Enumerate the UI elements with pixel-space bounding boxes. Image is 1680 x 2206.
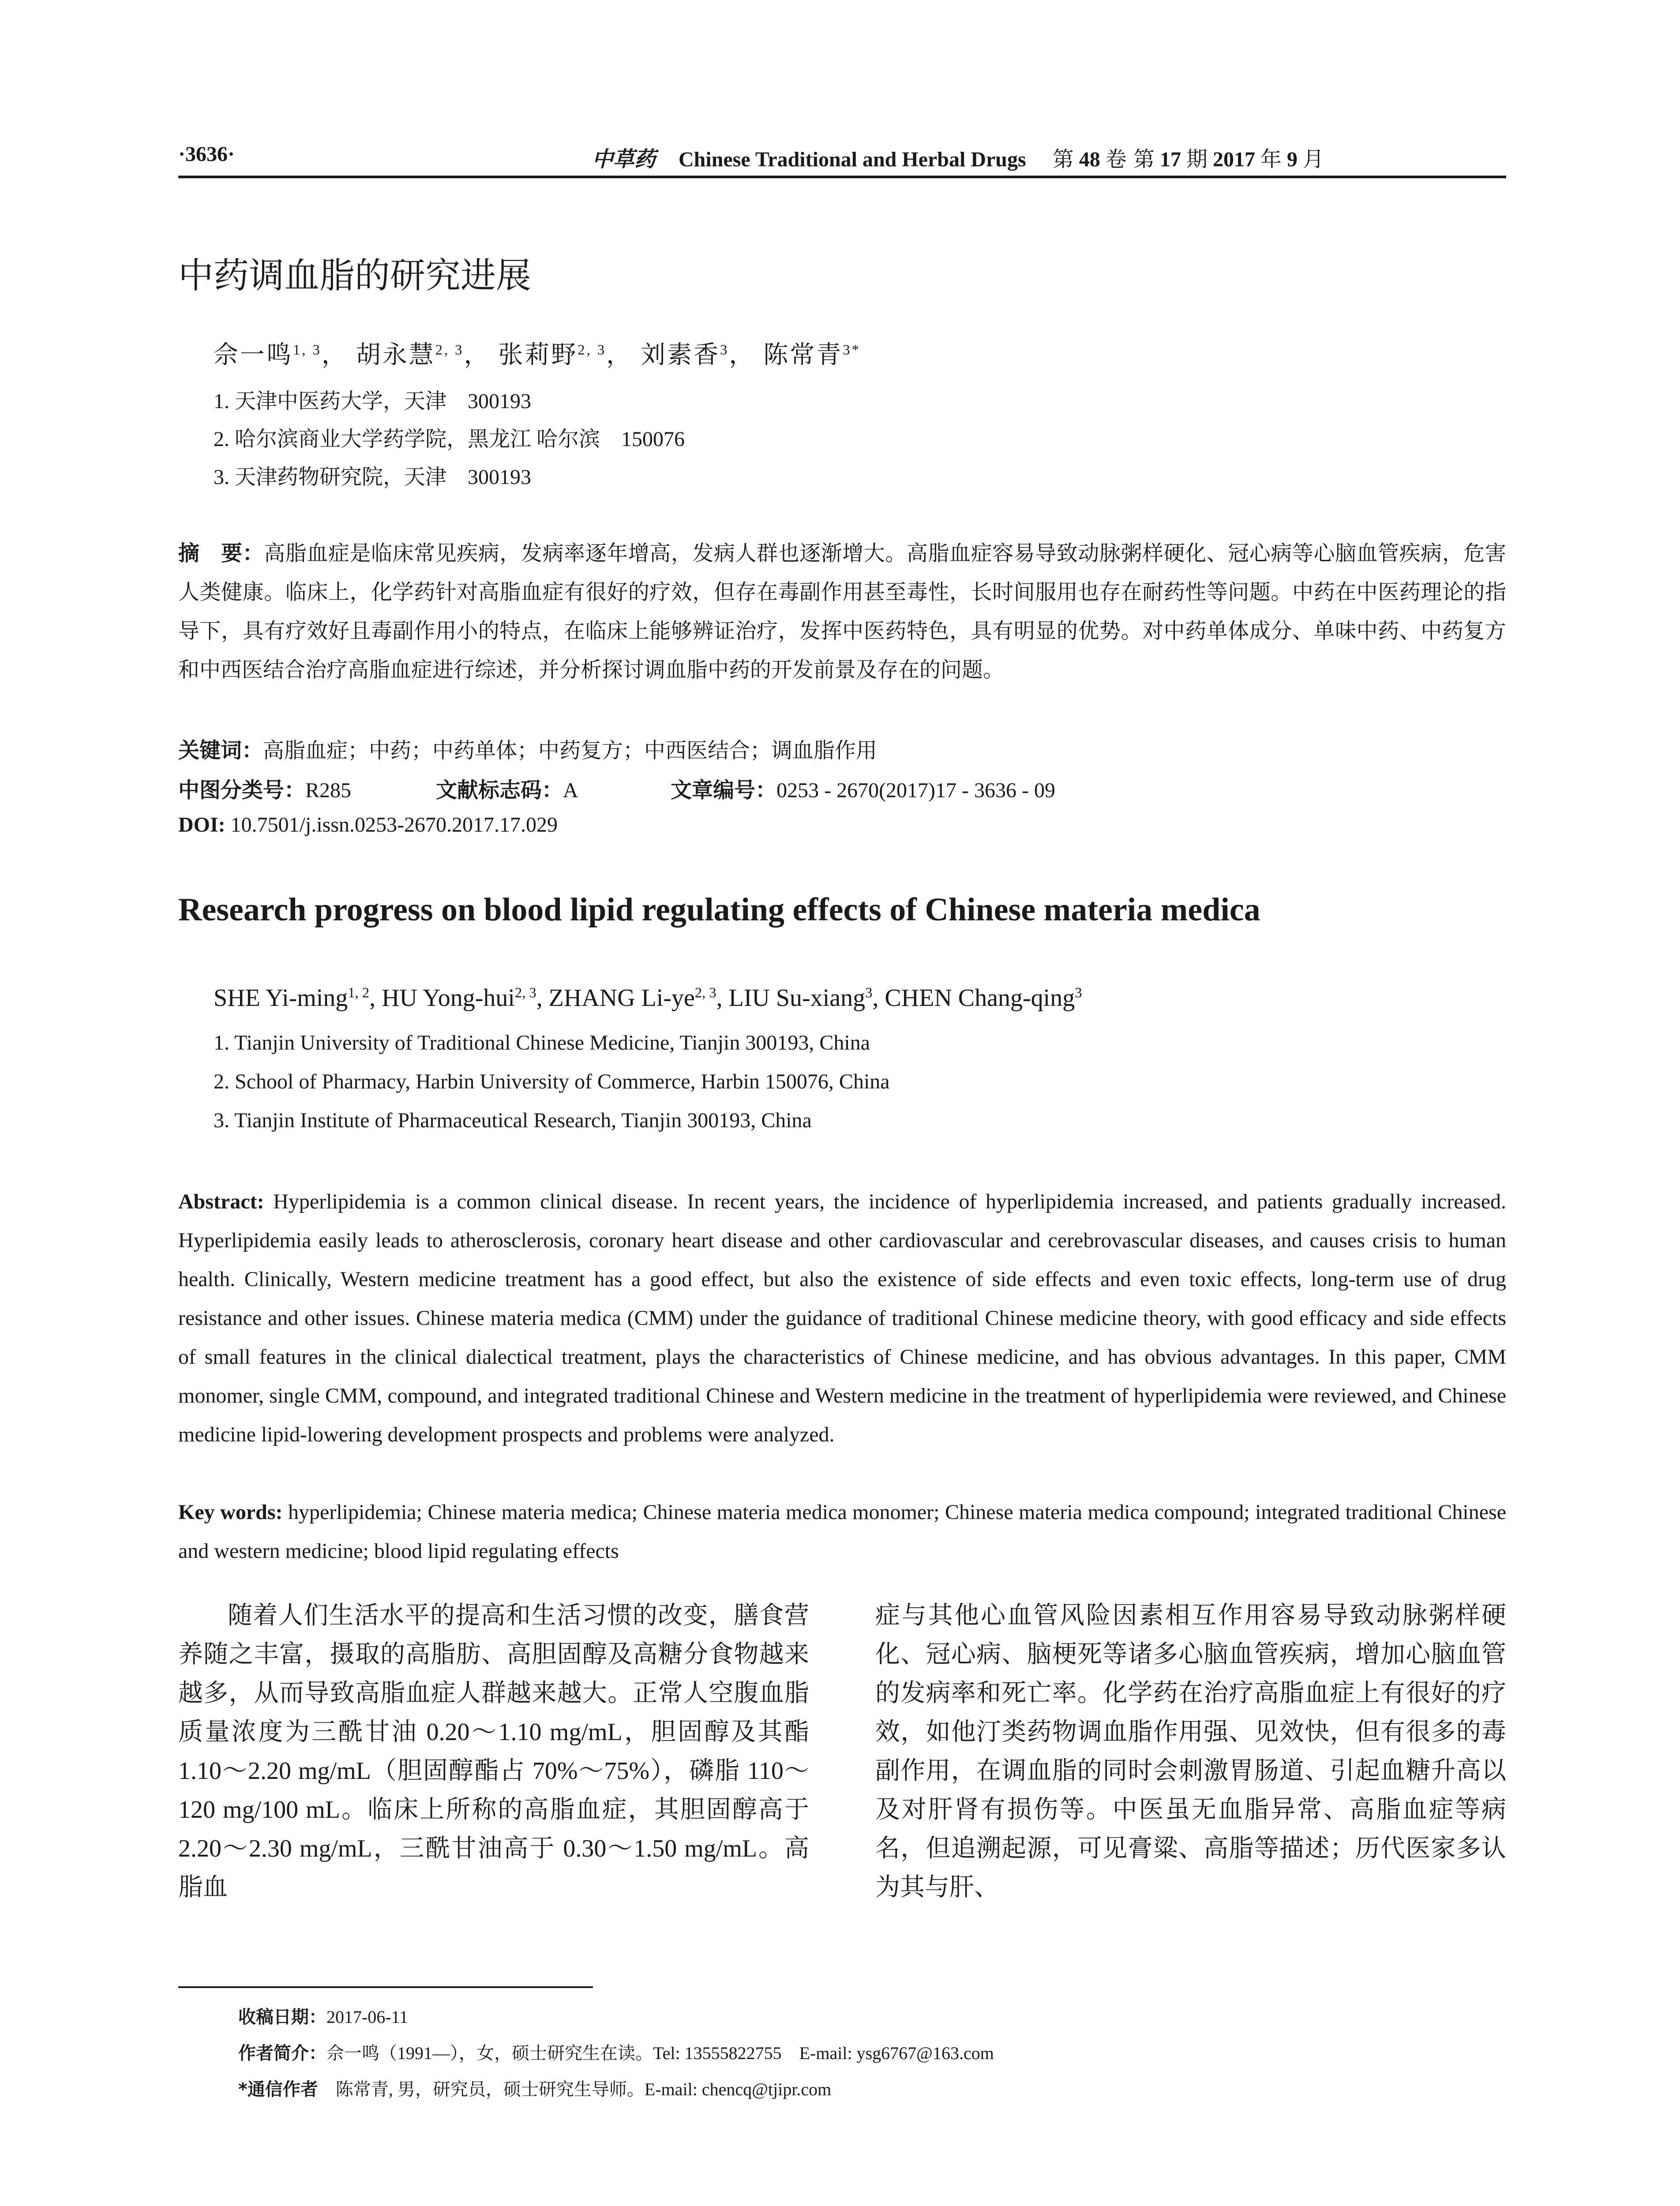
affiliation-cn-1: 1. 天津中医药大学，天津 300193: [214, 390, 532, 413]
volume-mid: 卷 第: [1105, 147, 1155, 172]
received-label: 收稿日期：: [238, 2007, 326, 2027]
author-cn: 刘素香$^3$，: [641, 341, 756, 369]
clc-label: 中图分类号：: [178, 778, 306, 803]
body-column-left: 随着人们生活水平的提高和生活习惯的改变，膳食营养随之丰富，摄取的高脂肪、高胆固醇及高糖分食物越来越多，从而导致高脂血症人群越来越大。正常人空腹血脂质量浓度为三酰甘油 0.20～1.10 mg/mL，胆固醇及其酯 1.10～2.20 mg/mL（胆固醇酯占 70%～75%），磷脂 110～120 mg/100 mL。临床上所称的高脂血症，其胆固醇高于 2.20～2.30 mg/mL，三酰甘油高于 0.30～1.50 mg/mL。高脂血: [178, 1602, 809, 1901]
keywords-en-text: hyperlipidemia; Chinese materia medica; Chinese materia medica monomer; Chinese materia medica compound; integrated traditional Chinese and western medicine; blood lipid regulating effects: [178, 1501, 1507, 1563]
affiliation-cn-2: 2. 哈尔滨商业大学药学院，黑龙江 哈尔滨 150076: [214, 428, 685, 451]
classification-line: [178, 773, 1055, 803]
doc-code-value: A: [563, 779, 578, 802]
doc-code-label: 文献标志码：: [436, 778, 563, 803]
article-number-value: 0253 - 2670(2017)17 - 3636 - 09: [776, 779, 1055, 802]
doi-line: [178, 813, 558, 837]
authors-en: [214, 984, 1082, 1012]
footnote-received: [238, 2003, 408, 2028]
author-en: ZHANG Li-ye$^{2, 3}$,: [548, 984, 729, 1012]
affiliation-en-3: 3. Tianjin Institute of Pharmaceutical Research, Tianjin 300193, China: [214, 1109, 812, 1132]
author-en: HU Yong-hui$^{2, 3}$,: [382, 984, 549, 1012]
journal-name-en: Chinese Traditional and Herbal Drugs: [679, 148, 1026, 171]
abstract-en-text: Hyperlipidemia is a common clinical disease. In recent years, the incidence of hyperlipidemia increased, and patients gradually increased. Hyperlipidemia easily leads to atherosclerosis, coronary heart disease and other cardiovascular and cerebrovascular diseases, and causes crisis to human health. Clinically, Western medicine treatment has a good effect, but also the existence of side effects and even toxic effects, long-term use of drug resistance and other issues. Chinese materia medica (CMM) under the guidance of traditional Chinese medicine theory, with good efficacy and side effects of small features in the clinical dialectical treatment, plays the characteristics of Chinese medicine, and has obvious advantages. In this paper, CMM monomer, single CMM, compound, and integrated traditional Chinese and Western medicine in the treatment of hyperlipidemia were reviewed, and Chinese medicine lipid-lowering development prospects and problems were analyzed.: [178, 1190, 1507, 1446]
month: 9: [1287, 148, 1298, 171]
affiliation-cn-3: 3. 天津药物研究院，天津 300193: [214, 465, 532, 489]
running-header: [178, 140, 1506, 171]
year-suffix: 年: [1260, 147, 1282, 172]
footnote-rule: [178, 1986, 593, 1988]
doi-label: DOI:: [178, 813, 225, 837]
abstract-en: [178, 1182, 1506, 1454]
corresponding-value: 陈常青, 男，研究员，硕士研究生导师。E-mail: chencq@tjipr.com: [335, 2079, 832, 2099]
month-suffix: 月: [1303, 147, 1324, 172]
abstract-en-label: Abstract:: [178, 1190, 264, 1213]
abstract-cn-label: 摘 要：: [178, 541, 264, 566]
volume-prefix: 第: [1052, 147, 1074, 172]
authors-cn: [214, 335, 861, 371]
author-cn: 陈常青$^{3*}$: [763, 341, 861, 369]
author-bio-label: 作者简介：: [238, 2043, 326, 2063]
journal-info: [592, 142, 1324, 173]
corresponding-label: *通信作者: [238, 2079, 318, 2100]
abstract-cn-text: 高脂血症是临床常见疾病，发病率逐年增高，发病人群也逐渐增大。高脂血症容易导致动脉粥样硬化、冠心病等心脑血管疾病，危害人类健康。临床上，化学药针对高脂血症有很好的疗效，但存在毒副作用甚至毒性，长时间服用也存在耐药性等问题。中药在中医药理论的指导下，具有疗效好且毒副作用小的特点，在临床上能够辨证治疗，发挥中医药特色，具有明显的优势。对中药单体成分、单味中药、中药复方和中西医结合治疗高脂血症进行综述，并分析探讨调血脂中药的开发前景及存在的问题。: [178, 542, 1506, 682]
affiliation-en-1: 1. Tianjin University of Traditional Chinese Medicine, Tianjin 300193, China: [214, 1031, 870, 1054]
page-number: ·3636·: [178, 143, 235, 166]
affiliation-en-2: 2. School of Pharmacy, Harbin University of Commerce, Harbin 150076, China: [214, 1070, 890, 1093]
author-en: CHEN Chang-qing$^3$: [885, 984, 1082, 1012]
author-en: SHE Yi-ming$^{1, 2}$,: [214, 984, 382, 1012]
footnote-corresponding: [238, 2075, 831, 2101]
keywords-en-label: Key words:: [178, 1501, 283, 1524]
keywords-cn-label: 关键词：: [178, 738, 263, 763]
article-number-label: 文章编号：: [671, 778, 777, 803]
journal-logo: 中草药: [592, 147, 656, 172]
issue-number: 17: [1159, 148, 1181, 171]
issue-suffix: 期: [1186, 147, 1208, 172]
received-value: 2017-06-11: [326, 2007, 409, 2027]
title-en: Research progress on blood lipid regulating effects of Chinese materia medica: [178, 892, 1260, 928]
title-cn: 中药调血脂的研究进展: [178, 255, 531, 296]
clc-value: R285: [305, 779, 352, 802]
volume-number: 48: [1079, 148, 1100, 171]
keywords-en: [178, 1493, 1506, 1571]
keywords-cn-text: 高脂血症；中药；中药单体；中药复方；中西医结合；调血脂作用: [263, 739, 878, 762]
footnote-author: [238, 2039, 994, 2064]
author-en: LIU Su-xiang$^3$,: [728, 984, 885, 1012]
keywords-cn: [178, 733, 877, 764]
author-bio-value: 佘一鸣（1991—），女，硕士研究生在读。Tel: 13555822755 E-mail: ysg6767@163.com: [326, 2043, 994, 2063]
author-cn: 佘一鸣$^{1, 3}$，: [214, 341, 348, 369]
header-rule: [178, 176, 1506, 178]
author-cn: 张莉野$^{2, 3}$，: [498, 341, 633, 369]
body-column-right: 症与其他心血管风险因素相互作用容易导致动脉粥样硬化、冠心病、脑梗死等诸多心脑血管疾病，增加心脑血管的发病率和死亡率。化学药在治疗高脂血症上有很好的疗效，如他汀类药物调血脂作用强、见效快，但有很多的毒副作用，在调血脂的同时会刺激胃肠道、引起血糖升高以及对肝肾有损伤等。中医虽无血脂异常、高脂血症等病名，但追溯起源，可见膏粱、高脂等描述；历代医家多认为其与肝、: [875, 1602, 1506, 1901]
doi-value: 10.7501/j.issn.0253-2670.2017.17.029: [230, 813, 558, 837]
year: 2017: [1212, 148, 1255, 171]
author-cn: 胡永慧$^{2, 3}$，: [356, 341, 491, 369]
abstract-cn: [178, 534, 1506, 690]
